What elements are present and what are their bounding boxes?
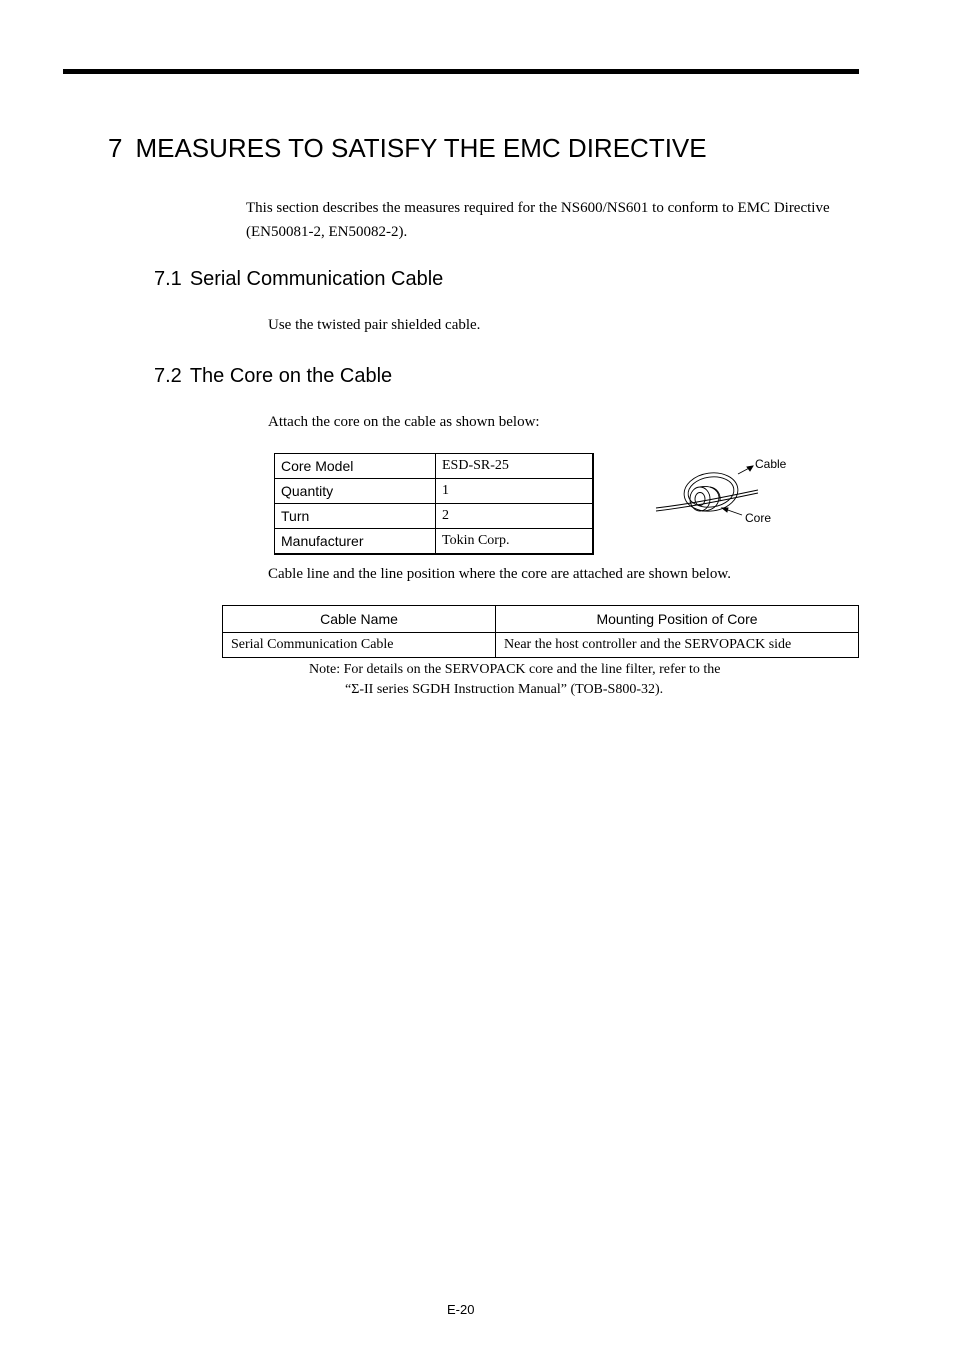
note: [309, 660, 721, 700]
table-cell: Serial Communication Cable: [223, 633, 496, 658]
section-7-1-title: Serial Communication Cable: [189, 268, 444, 290]
mounting-position-table: [222, 605, 859, 658]
top-rule: [63, 69, 859, 74]
table-row: [223, 633, 859, 658]
spec-value: ESD-SR-25: [436, 454, 594, 479]
table-header-row: [223, 606, 859, 633]
table-row: [275, 454, 594, 479]
column-header: Cable Name: [223, 606, 496, 633]
spec-key: Turn: [275, 504, 436, 529]
chapter-intro: This section describes the measures required for the NS600/NS601 to conform to EMC Directive (EN50081-2, EN50082-2).: [246, 200, 830, 240]
cable-label: Cable: [755, 457, 787, 471]
table-row: [275, 504, 594, 529]
note-line-2: “Σ-II series SGDH Instruction Manual” (TOB-S800-32).: [345, 682, 664, 697]
chapter-title-text: MEASURES TO SATISFY THE EMC DIRECTIVE: [135, 133, 707, 163]
section-7-2-heading: [154, 365, 392, 388]
spec-value: 2: [436, 504, 594, 529]
core-on-cable-figure: [650, 452, 800, 532]
core-label: Core: [745, 511, 772, 525]
mount-intro-text: Cable line and the line position where the core are attached are shown below.: [268, 566, 732, 582]
page-number: E-20: [447, 1302, 475, 1317]
spec-key: Manufacturer: [275, 529, 436, 555]
spec-value: 1: [436, 479, 594, 504]
spec-value: Tokin Corp.: [436, 529, 594, 555]
section-7-2-number: 7.2: [154, 365, 182, 387]
chapter-number: 7: [108, 133, 123, 163]
section-7-1-text: Use the twisted pair shielded cable.: [268, 317, 481, 333]
core-spec-table: [274, 453, 594, 555]
chapter-title: [108, 133, 707, 164]
table-row: [275, 529, 594, 555]
column-header: Mounting Position of Core: [496, 606, 859, 633]
table-cell: Near the host controller and the SERVOPACK side: [496, 633, 859, 658]
spec-key: Quantity: [275, 479, 436, 504]
section-7-2-text: Attach the core on the cable as shown below:: [268, 414, 540, 430]
table-row: [275, 479, 594, 504]
section-7-2-title: The Core on the Cable: [189, 365, 393, 387]
section-7-1-heading: [154, 268, 443, 291]
note-line-1: Note: For details on the SERVOPACK core and the line filter, refer to the: [309, 662, 721, 677]
section-7-1-number: 7.1: [154, 268, 182, 290]
spec-key: Core Model: [275, 454, 436, 479]
